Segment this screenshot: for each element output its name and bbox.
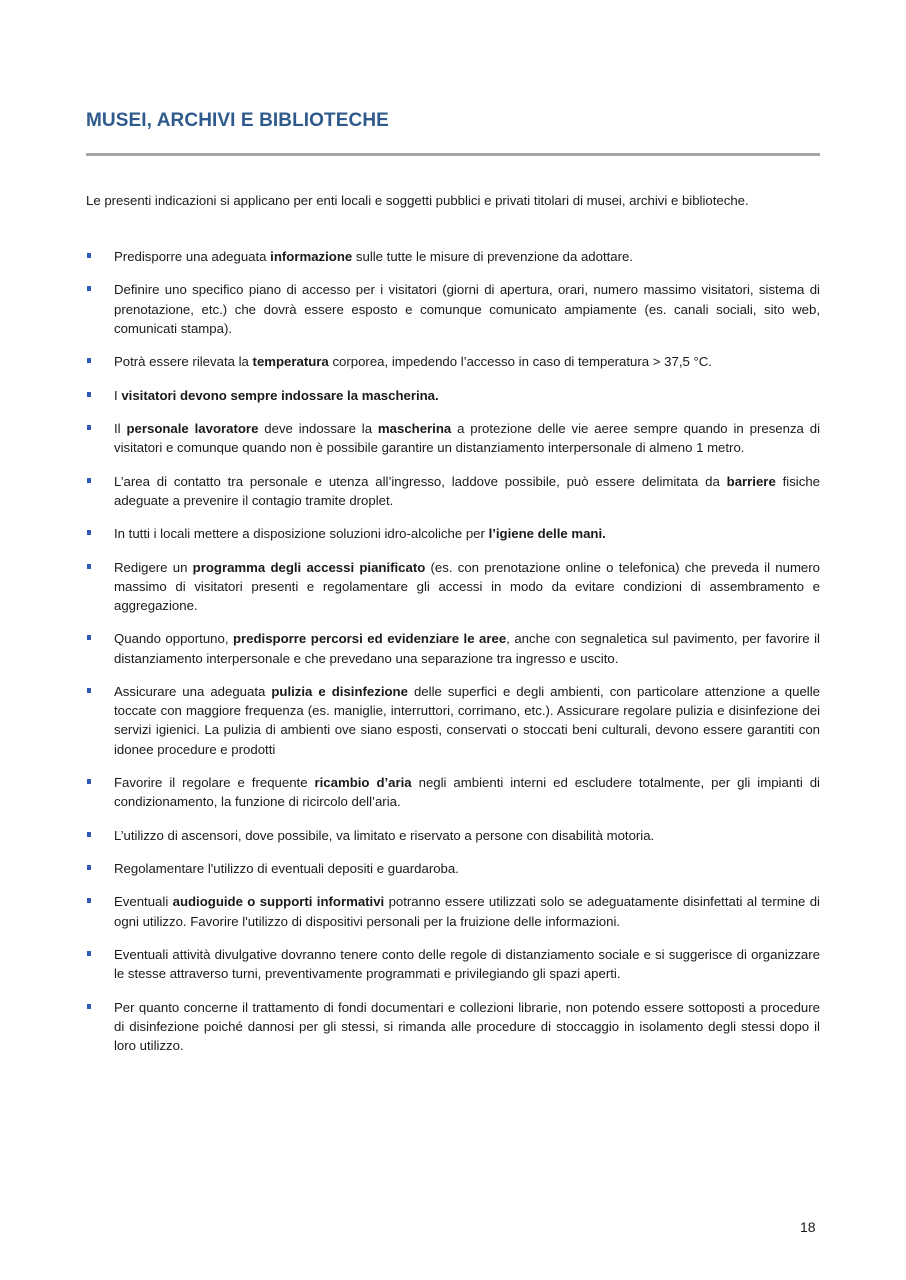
- list-item: [86, 945, 820, 983]
- square-bullet-icon: [87, 253, 91, 258]
- text-segment: fisiche adeguate a prevenire il contagio tramite droplet.: [114, 473, 821, 508]
- text-segment: Potrà essere rilevata la: [114, 354, 253, 370]
- square-bullet-icon: [87, 635, 91, 640]
- bold-text: visitatori devono sempre indossare la mascherina.: [121, 387, 439, 403]
- list-item: [86, 472, 820, 510]
- square-bullet-icon: [87, 530, 91, 535]
- bold-text: pulizia e disinfezione: [271, 683, 408, 699]
- square-bullet-icon: [87, 865, 91, 870]
- square-bullet-icon: [87, 425, 91, 430]
- square-bullet-icon: [87, 951, 91, 956]
- bold-text: personale lavoratore: [126, 420, 259, 436]
- page-number: 18: [800, 1219, 816, 1235]
- section-title: MUSEI, ARCHIVI E BIBLIOTECHE: [86, 110, 389, 131]
- bold-text: temperatura: [252, 354, 329, 370]
- square-bullet-icon: [87, 898, 91, 903]
- list-item: [86, 352, 820, 371]
- bold-text: predisporre percorsi ed evidenziare le aree: [232, 631, 507, 647]
- text-segment: a protezione delle vie aeree sempre quando in presenza di visitatori e comunque quando non è possibile garantire un distanziamento interpersonale di almeno 1 metro.: [114, 420, 821, 456]
- intro-paragraph: Le presenti indicazioni si applicano per enti locali e soggetti pubblici e privati titolari di musei, archivi e biblioteche.: [86, 193, 749, 208]
- list-item: [86, 998, 820, 1056]
- text-segment: L’utilizzo di ascensori, dove possibile, va limitato e riservato a persone con disabilità motoria.: [114, 827, 655, 843]
- text-segment: Assicurare una adeguata: [114, 683, 272, 699]
- text-segment: delle superfici e degli ambienti, con particolare attenzione a quelle toccate con maggiore frequenza (es. maniglie, interruttori, corrimano, etc.). Assicurare regolare pulizia e disinfezione dei servizi igienici. La pulizia di ambienti ove siano esposti, conservati o stoccati beni culturali, devono essere garantiti con idonee procedure e prodotti: [114, 683, 820, 757]
- list-item: [86, 682, 820, 759]
- bold-text: ricambio d’aria: [314, 774, 412, 790]
- text-segment: sulle tutte le misure di prevenzione da adottare.: [352, 249, 633, 264]
- square-bullet-icon: [87, 832, 91, 837]
- square-bullet-icon: [87, 779, 91, 784]
- list-item: [86, 419, 820, 457]
- text-segment: corporea, impedendo l’accesso in caso di temperatura > 37,5 °C.: [328, 354, 712, 370]
- list-item: [86, 558, 820, 616]
- bold-text: mascherina: [377, 420, 452, 436]
- text-segment: In tutti i locali mettere a disposizione soluzioni idro-alcoliche per: [114, 526, 489, 542]
- text-segment: Eventuali: [114, 894, 173, 910]
- text-segment: I: [114, 387, 122, 403]
- text-segment: Eventuali attività divulgative dovranno tenere conto delle regole di distanziamento sociale e si suggerisce di organizzare le stesse attraverso turni, preventivamente programmati e privilegiando gli spazi aperti.: [114, 946, 820, 982]
- bold-text: programma degli accessi pianificato: [192, 559, 426, 575]
- text-segment: Per quanto concerne il trattamento di fondi documentari e collezioni librarie, non potendo essere sottoposti a procedure di disinfezione poiché dannosi per gli stessi, si rimanda alle procedure di stoccaggio in isolamento degli stessi dopo il loro utilizzo.: [114, 999, 820, 1053]
- bold-text: barriere: [726, 473, 776, 489]
- list-item: [86, 280, 820, 338]
- list-item: [86, 524, 820, 543]
- text-segment: Quando opportuno,: [114, 631, 233, 647]
- square-bullet-icon: [87, 286, 91, 291]
- bold-text: audioguide o supporti informativi: [172, 894, 385, 910]
- text-segment: Il: [114, 420, 127, 436]
- square-bullet-icon: [87, 688, 91, 693]
- text-segment: Definire uno specifico piano di accesso per i visitatori (giorni di apertura, orari, numero massimo visitatori, sistema di prenotazione, etc.) che dovrà essere esposto e comunque comunicato ampiamente (es. canali sociali, sito web, comunicati stampa).: [114, 282, 820, 336]
- bold-text: informazione: [270, 249, 353, 264]
- bold-text: l’igiene delle mani.: [488, 526, 606, 542]
- list-item: [86, 629, 820, 667]
- text-segment: deve indossare la: [258, 420, 378, 436]
- square-bullet-icon: [87, 1004, 91, 1009]
- title-divider: [86, 153, 820, 156]
- square-bullet-icon: [87, 392, 91, 397]
- text-segment: negli ambienti interni ed escludere totalmente, per gli impianti di condizionamento, la funzione di ricircolo dell’aria.: [114, 774, 820, 810]
- square-bullet-icon: [87, 564, 91, 569]
- list-item: [86, 892, 820, 930]
- list-item: [86, 773, 820, 811]
- text-segment: Redigere un: [114, 559, 193, 575]
- text-segment: potranno essere utilizzati solo se adeguatamente disinfettati al termine di ogni utilizzo. Favorire l'utilizzo di dispositivi personali per la fruizione delle informazioni.: [114, 894, 820, 929]
- square-bullet-icon: [87, 358, 91, 363]
- bullet-list: [86, 247, 820, 1069]
- list-item: [86, 826, 820, 845]
- text-segment: (es. con prenotazione online o telefonica) che preveda il numero massimo di visitatori presenti e regolamentare gli accessi in modo da evitare condizioni di assembramento e aggregazione.: [114, 559, 820, 613]
- list-item: [86, 859, 820, 878]
- text-segment: , anche con segnaletica sul pavimento, per favorire il distanziamento interpersonale e che prevedano una separazione tra ingresso e uscito.: [114, 631, 820, 666]
- text-segment: Regolamentare l'utilizzo di eventuali depositi e guardaroba.: [114, 860, 459, 876]
- text-segment: L’area di contatto tra personale e utenza all’ingresso, laddove possibile, può essere delimitata da: [114, 473, 727, 489]
- square-bullet-icon: [87, 478, 91, 483]
- text-segment: Predisporre una adeguata: [114, 249, 271, 264]
- list-item: [86, 247, 820, 266]
- list-item: [86, 386, 820, 405]
- text-segment: Favorire il regolare e frequente: [114, 774, 315, 790]
